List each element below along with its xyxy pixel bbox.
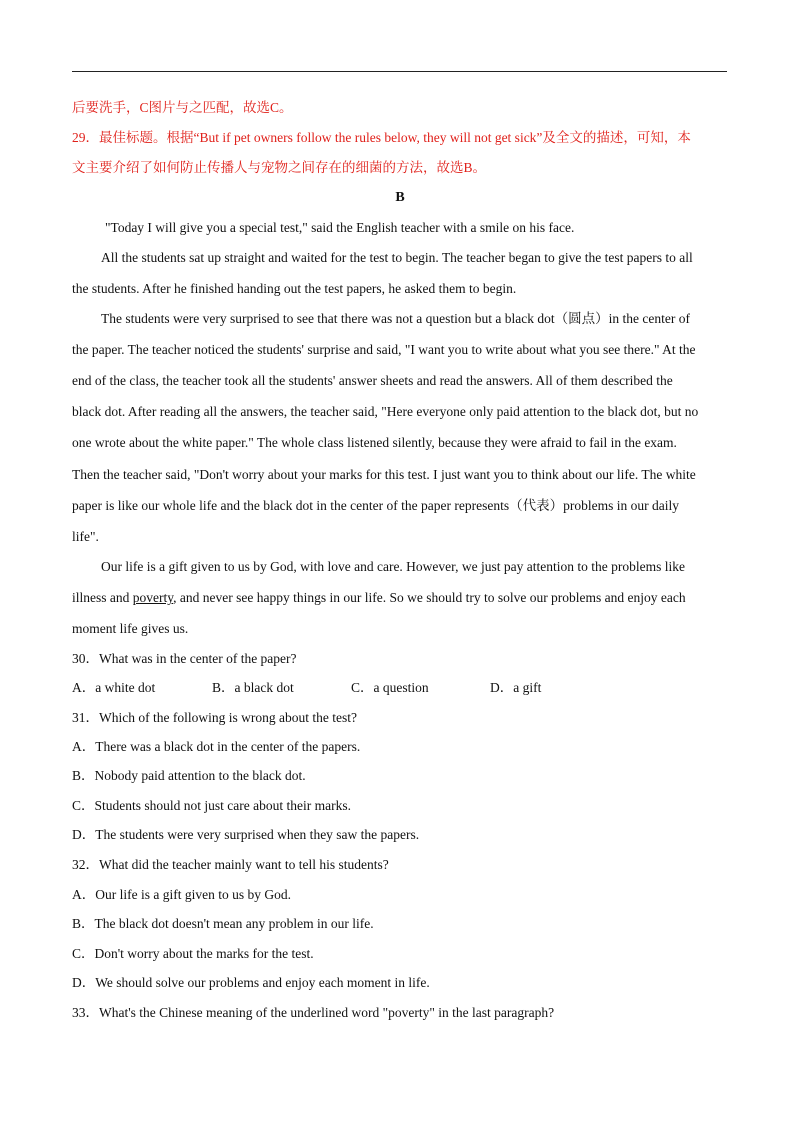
passage-paragraph-3-line-7: paper is like our whole life and the black dot in the center of the paper represents（代表）problems in our daily [72, 498, 679, 513]
passage-paragraph-3-line-8: life". [72, 529, 99, 544]
poverty-line-prefix: illness and [72, 590, 133, 605]
question-31-option-b: B．Nobody paid attention to the black dot. [72, 768, 306, 783]
question-30-stem: 30．What was in the center of the paper? [72, 651, 297, 666]
passage-paragraph-4-line-2 [72, 588, 732, 608]
passage-paragraph-2-line-2: the students. After he finished handing out the test papers, he asked them to begin. [72, 281, 517, 296]
question-31-option-a: A．There was a black dot in the center of the papers. [72, 739, 361, 754]
explanation-line-1: 后要洗手，C图片与之匹配，故选C。 [72, 100, 293, 115]
explanation-line-2: 29．最佳标题。根据“But if pet owners follow the rules below, they will not get sick”及全文的描述，可知，本 [72, 130, 691, 145]
passage-paragraph-3-line-6: Then the teacher said, "Don't worry about your marks for this test. I just want you to think about our life. The white [72, 467, 696, 482]
passage-paragraph-3-line-3: end of the class, the teacher took all the students' answer sheets and read the answers. All of them described the [72, 373, 673, 388]
poverty-line-suffix: , and never see happy things in our life. So we should try to solve our problems and enjoy each [173, 590, 686, 605]
passage-paragraph-4-line-1: Our life is a gift given to us by God, with love and care. However, we just pay attention to the problems like [101, 559, 685, 574]
section-title: B [395, 190, 405, 205]
question-31-option-c: C．Students should not just care about their marks. [72, 798, 351, 813]
question-30-option-c: C．a question [351, 680, 429, 695]
passage-paragraph-3-line-4: black dot. After reading all the answers, the teacher said, "Here everyone only paid attention to the black dot, but no [72, 404, 699, 419]
passage-paragraph-2-line-1: All the students sat up straight and waited for the test to begin. The teacher began to give the test papers to all [101, 250, 693, 265]
passage-paragraph-3-line-2: the paper. The teacher noticed the students' surprise and said, "I want you to write about what you see there." At the [72, 342, 696, 357]
passage-paragraph-1: "Today I will give you a special test," said the English teacher with a smile on his face. [105, 220, 575, 235]
question-32-stem: 32．What did the teacher mainly want to tell his students? [72, 857, 389, 872]
header-rule [72, 71, 727, 72]
question-30-option-d: D．a gift [490, 680, 542, 695]
question-32-option-d: D．We should solve our problems and enjoy each moment in life. [72, 975, 430, 990]
question-31-option-d: D．The students were very surprised when they saw the papers. [72, 827, 420, 842]
passage-paragraph-3-line-1: The students were very surprised to see that there was not a question but a black dot（圆点）in the center of [101, 311, 690, 326]
question-31-stem: 31．Which of the following is wrong about the test? [72, 710, 357, 725]
question-33-stem: 33．What's the Chinese meaning of the underlined word "poverty" in the last paragraph? [72, 1005, 555, 1020]
question-30-option-b: B．a black dot [212, 680, 294, 695]
passage-paragraph-3-line-5: one wrote about the white paper." The whole class listened silently, because they were afraid to fail in the exam. [72, 435, 677, 450]
underlined-word-poverty: poverty [132, 590, 174, 605]
question-32-option-b: B．The black dot doesn't mean any problem in our life. [72, 916, 374, 931]
question-32-option-a: A．Our life is a gift given to us by God. [72, 887, 291, 902]
question-32-option-c: C．Don't worry about the marks for the test. [72, 946, 314, 961]
explanation-line-3: 文主要介绍了如何防止传播人与宠物之间存在的细菌的方法，故选B。 [72, 160, 487, 175]
passage-paragraph-4-line-3: moment life gives us. [72, 621, 189, 636]
question-30-option-a: A．a white dot [72, 680, 156, 695]
